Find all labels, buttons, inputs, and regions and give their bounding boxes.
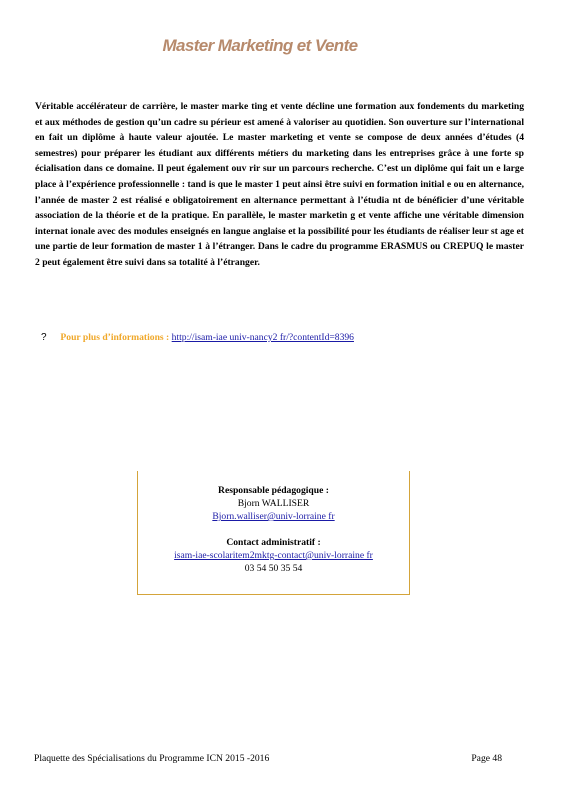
more-info-line: [41, 332, 368, 343]
responsable-email-link[interactable]: Bjorn.walliser@univ-lorraine fr: [212, 511, 335, 522]
contact-box: [137, 471, 410, 595]
admin-phone: 03 54 50 35 54: [244, 563, 303, 574]
bullet-icon: ?: [41, 332, 47, 343]
box-top-spacer: [138, 471, 409, 484]
footer-document-title: Plaquette des Spécialisations du Programme ICN 2015 -2016: [34, 753, 270, 764]
box-mid-spacer: [138, 523, 409, 536]
responsable-label: Responsable pédagogique :: [218, 485, 329, 496]
more-info-link[interactable]: http://isam-iae univ-nancy2 fr/?contentId=8396: [171, 332, 354, 343]
admin-email-link[interactable]: isam-iae-scolaritem2mktg-contact@univ-lorraine fr: [174, 550, 373, 561]
admin-contact-label: Contact administratif :: [226, 537, 321, 548]
page-number: Page 48: [471, 753, 502, 764]
more-info-label: Pour plus d’informations :: [60, 332, 170, 343]
responsable-name: Bjorn WALLISER: [237, 498, 310, 509]
page-title: Master Marketing et Vente: [162, 36, 358, 55]
program-description: Véritable accélérateur de carrière, le master marke ting et vente décline une formation aux fondements du marketing et aux méthodes de gestion qu’un cadre su périeur est amené à valoriser au quotidien. Son ouverture sur l’international en fait un diplôme à haute valeur ajoutée. Le master marketing et vente se compose de deux années d’études (4 semestres) pour préparer les étudiant aux différents métiers du marketing dans les entreprises grâce à une forte sp écialisation dans ce domaine. Il peut également ouv rir sur un parcours recherche. C’est un diplôme qui fait un e large place à l’expérience professionnelle : tand is que le master 1 peut ainsi être suivi en formation initial e ou en alternance, l’année de master 2 est réalisé e obligatoirement en alternance permettant à l’étudia nt de bénéficier d’une véritable association de la théorie et de la pratique. En parallèle, le master marketin g et vente affiche une véritable dimension internat ionale avec des modules enseignés en langue anglaise et la possibilité pour les étudiants de réaliser leur st age et une partie de leur formation de master 1 à l’étranger. Dans le cadre du programme ERASMUS ou CREPUQ le master 2 peut également être suivi dans sa totalité à l’étranger.: [35, 101, 524, 268]
page-footer: [34, 753, 502, 764]
